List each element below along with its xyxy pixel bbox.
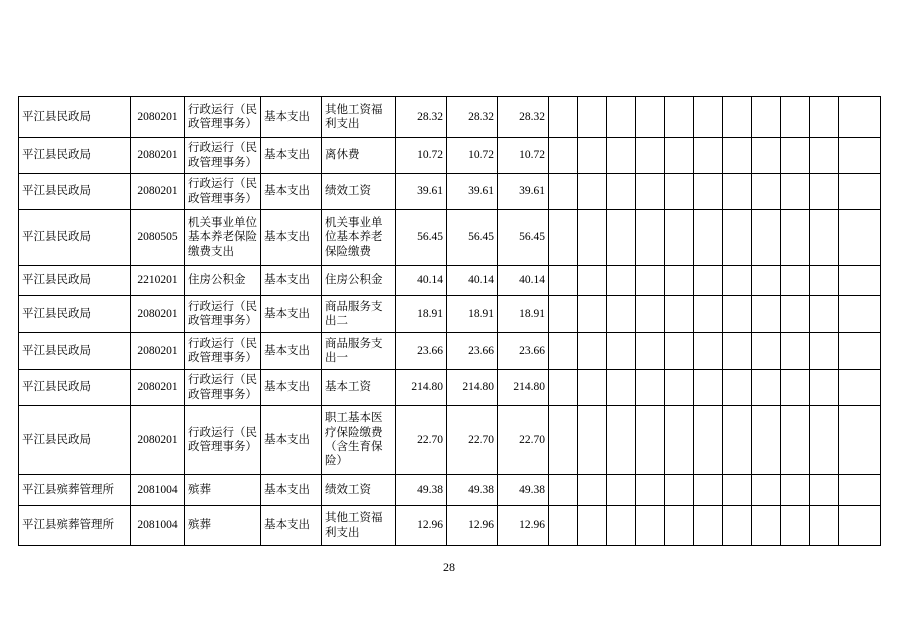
budget-table-body	[19, 97, 881, 546]
cell-empty	[665, 475, 694, 506]
table-row	[19, 333, 881, 370]
cell-amount-3: 10.72	[498, 138, 549, 174]
cell-amount-2: 23.66	[447, 333, 498, 370]
cell-amount-1: 28.32	[396, 97, 447, 138]
cell-empty	[578, 266, 607, 296]
cell-economic-item: 其他工资福利支出	[322, 506, 396, 546]
cell-empty	[839, 506, 881, 546]
cell-empty	[781, 475, 810, 506]
cell-empty	[636, 97, 665, 138]
table-row	[19, 406, 881, 475]
cell-empty	[752, 210, 781, 266]
cell-amount-1: 12.96	[396, 506, 447, 546]
cell-function: 行政运行（民政管理事务）	[185, 97, 261, 138]
cell-expenditure-type: 基本支出	[261, 406, 322, 475]
page-number: 28	[443, 560, 455, 574]
cell-amount-2: 214.80	[447, 370, 498, 406]
cell-unit: 平江县殡葬管理所	[19, 506, 131, 546]
cell-empty	[549, 138, 578, 174]
cell-function: 行政运行（民政管理事务）	[185, 138, 261, 174]
cell-empty	[636, 210, 665, 266]
cell-empty	[694, 266, 723, 296]
cell-empty	[810, 370, 839, 406]
cell-empty	[694, 333, 723, 370]
cell-empty	[781, 97, 810, 138]
cell-empty	[723, 138, 752, 174]
cell-amount-3: 22.70	[498, 406, 549, 475]
cell-empty	[549, 333, 578, 370]
budget-table	[18, 96, 881, 546]
cell-economic-item: 商品服务支出二	[322, 296, 396, 333]
cell-empty	[810, 506, 839, 546]
cell-unit: 平江县民政局	[19, 174, 131, 210]
cell-empty	[781, 138, 810, 174]
cell-expenditure-type: 基本支出	[261, 210, 322, 266]
cell-function: 行政运行（民政管理事务）	[185, 296, 261, 333]
cell-empty	[636, 370, 665, 406]
table-row	[19, 506, 881, 546]
table-row	[19, 210, 881, 266]
cell-empty	[694, 97, 723, 138]
cell-empty	[839, 333, 881, 370]
cell-amount-1: 49.38	[396, 475, 447, 506]
cell-empty	[549, 210, 578, 266]
cell-empty	[607, 475, 636, 506]
cell-empty	[665, 266, 694, 296]
cell-empty	[723, 296, 752, 333]
cell-empty	[839, 266, 881, 296]
cell-empty	[636, 333, 665, 370]
cell-code: 2080201	[131, 370, 185, 406]
cell-code: 2080201	[131, 333, 185, 370]
cell-empty	[665, 174, 694, 210]
cell-empty	[607, 97, 636, 138]
cell-empty	[578, 210, 607, 266]
cell-empty	[723, 266, 752, 296]
cell-empty	[607, 266, 636, 296]
cell-economic-item: 住房公积金	[322, 266, 396, 296]
cell-empty	[781, 370, 810, 406]
cell-empty	[781, 406, 810, 475]
cell-empty	[694, 210, 723, 266]
cell-code: 2080201	[131, 138, 185, 174]
cell-empty	[694, 174, 723, 210]
cell-expenditure-type: 基本支出	[261, 174, 322, 210]
cell-economic-item: 其他工资福利支出	[322, 97, 396, 138]
cell-empty	[810, 475, 839, 506]
cell-amount-1: 56.45	[396, 210, 447, 266]
cell-empty	[839, 97, 881, 138]
cell-empty	[810, 406, 839, 475]
cell-empty	[752, 174, 781, 210]
cell-empty	[810, 174, 839, 210]
cell-empty	[839, 370, 881, 406]
cell-economic-item: 职工基本医疗保险缴费（含生育保险）	[322, 406, 396, 475]
cell-amount-3: 28.32	[498, 97, 549, 138]
cell-empty	[607, 138, 636, 174]
cell-economic-item: 离休费	[322, 138, 396, 174]
cell-empty	[607, 406, 636, 475]
cell-expenditure-type: 基本支出	[261, 506, 322, 546]
cell-empty	[607, 333, 636, 370]
cell-code: 2080201	[131, 406, 185, 475]
cell-empty	[723, 174, 752, 210]
cell-empty	[810, 333, 839, 370]
cell-unit: 平江县民政局	[19, 210, 131, 266]
cell-empty	[665, 370, 694, 406]
cell-empty	[665, 210, 694, 266]
cell-empty	[578, 174, 607, 210]
table-row	[19, 266, 881, 296]
cell-function: 殡葬	[185, 475, 261, 506]
cell-empty	[578, 138, 607, 174]
cell-amount-3: 214.80	[498, 370, 549, 406]
cell-empty	[723, 333, 752, 370]
cell-empty	[665, 333, 694, 370]
cell-empty	[694, 406, 723, 475]
cell-empty	[839, 138, 881, 174]
cell-empty	[665, 296, 694, 333]
cell-empty	[578, 370, 607, 406]
cell-empty	[549, 296, 578, 333]
cell-expenditure-type: 基本支出	[261, 370, 322, 406]
cell-empty	[839, 296, 881, 333]
budget-table-container	[18, 96, 880, 546]
cell-economic-item: 基本工资	[322, 370, 396, 406]
cell-amount-3: 40.14	[498, 266, 549, 296]
cell-empty	[636, 475, 665, 506]
cell-empty	[607, 506, 636, 546]
cell-empty	[607, 370, 636, 406]
cell-empty	[549, 475, 578, 506]
cell-amount-2: 12.96	[447, 506, 498, 546]
cell-amount-2: 56.45	[447, 210, 498, 266]
cell-function: 行政运行（民政管理事务）	[185, 370, 261, 406]
cell-amount-3: 23.66	[498, 333, 549, 370]
cell-unit: 平江县民政局	[19, 138, 131, 174]
cell-empty	[549, 506, 578, 546]
cell-function: 行政运行（民政管理事务）	[185, 333, 261, 370]
cell-empty	[578, 97, 607, 138]
cell-empty	[549, 174, 578, 210]
cell-code: 2081004	[131, 506, 185, 546]
cell-amount-3: 39.61	[498, 174, 549, 210]
cell-expenditure-type: 基本支出	[261, 333, 322, 370]
cell-empty	[752, 296, 781, 333]
cell-empty	[781, 266, 810, 296]
cell-empty	[723, 475, 752, 506]
cell-empty	[781, 506, 810, 546]
cell-empty	[636, 506, 665, 546]
cell-amount-2: 39.61	[447, 174, 498, 210]
cell-amount-2: 22.70	[447, 406, 498, 475]
cell-empty	[723, 210, 752, 266]
cell-empty	[549, 406, 578, 475]
cell-amount-3: 18.91	[498, 296, 549, 333]
cell-empty	[781, 333, 810, 370]
cell-empty	[752, 370, 781, 406]
cell-economic-item: 机关事业单位基本养老保险缴费	[322, 210, 396, 266]
cell-empty	[549, 97, 578, 138]
cell-amount-1: 23.66	[396, 333, 447, 370]
cell-expenditure-type: 基本支出	[261, 266, 322, 296]
cell-function: 行政运行（民政管理事务）	[185, 174, 261, 210]
cell-unit: 平江县民政局	[19, 97, 131, 138]
cell-empty	[723, 406, 752, 475]
cell-empty	[549, 370, 578, 406]
cell-empty	[636, 138, 665, 174]
cell-unit: 平江县民政局	[19, 333, 131, 370]
cell-empty	[694, 370, 723, 406]
cell-economic-item: 绩效工资	[322, 475, 396, 506]
cell-empty	[752, 266, 781, 296]
cell-empty	[578, 333, 607, 370]
cell-code: 2080201	[131, 174, 185, 210]
cell-empty	[578, 475, 607, 506]
cell-empty	[636, 266, 665, 296]
cell-empty	[752, 333, 781, 370]
cell-empty	[723, 370, 752, 406]
cell-unit: 平江县民政局	[19, 266, 131, 296]
cell-amount-2: 49.38	[447, 475, 498, 506]
cell-amount-2: 18.91	[447, 296, 498, 333]
cell-code: 2080505	[131, 210, 185, 266]
cell-empty	[752, 138, 781, 174]
cell-empty	[694, 296, 723, 333]
cell-empty	[839, 475, 881, 506]
cell-empty	[578, 406, 607, 475]
cell-amount-1: 40.14	[396, 266, 447, 296]
cell-amount-2: 40.14	[447, 266, 498, 296]
cell-expenditure-type: 基本支出	[261, 138, 322, 174]
cell-unit: 平江县民政局	[19, 370, 131, 406]
cell-empty	[781, 296, 810, 333]
cell-function: 住房公积金	[185, 266, 261, 296]
cell-unit: 平江县民政局	[19, 406, 131, 475]
cell-empty	[752, 506, 781, 546]
cell-amount-1: 18.91	[396, 296, 447, 333]
cell-amount-1: 22.70	[396, 406, 447, 475]
cell-empty	[607, 296, 636, 333]
cell-empty	[839, 210, 881, 266]
cell-expenditure-type: 基本支出	[261, 296, 322, 333]
cell-empty	[694, 506, 723, 546]
cell-empty	[781, 210, 810, 266]
cell-amount-2: 10.72	[447, 138, 498, 174]
cell-code: 2081004	[131, 475, 185, 506]
cell-empty	[839, 406, 881, 475]
cell-empty	[752, 97, 781, 138]
cell-empty	[636, 174, 665, 210]
cell-empty	[665, 97, 694, 138]
table-row	[19, 370, 881, 406]
cell-empty	[578, 506, 607, 546]
cell-function: 殡葬	[185, 506, 261, 546]
cell-empty	[636, 296, 665, 333]
cell-amount-2: 28.32	[447, 97, 498, 138]
cell-empty	[781, 174, 810, 210]
cell-expenditure-type: 基本支出	[261, 97, 322, 138]
cell-code: 2210201	[131, 266, 185, 296]
table-row	[19, 174, 881, 210]
cell-amount-1: 214.80	[396, 370, 447, 406]
cell-amount-3: 12.96	[498, 506, 549, 546]
table-row	[19, 296, 881, 333]
cell-empty	[723, 506, 752, 546]
cell-empty	[549, 266, 578, 296]
table-row	[19, 475, 881, 506]
cell-code: 2080201	[131, 97, 185, 138]
cell-empty	[752, 406, 781, 475]
cell-empty	[636, 406, 665, 475]
cell-empty	[665, 506, 694, 546]
cell-function: 机关事业单位基本养老保险缴费支出	[185, 210, 261, 266]
cell-empty	[607, 174, 636, 210]
cell-empty	[810, 266, 839, 296]
cell-empty	[723, 97, 752, 138]
cell-amount-1: 39.61	[396, 174, 447, 210]
cell-empty	[694, 138, 723, 174]
cell-economic-item: 绩效工资	[322, 174, 396, 210]
cell-unit: 平江县民政局	[19, 296, 131, 333]
cell-empty	[810, 138, 839, 174]
cell-empty	[810, 210, 839, 266]
cell-empty	[839, 174, 881, 210]
cell-amount-3: 49.38	[498, 475, 549, 506]
cell-function: 行政运行（民政管理事务）	[185, 406, 261, 475]
table-row	[19, 138, 881, 174]
table-row	[19, 97, 881, 138]
cell-expenditure-type: 基本支出	[261, 475, 322, 506]
cell-empty	[810, 296, 839, 333]
cell-empty	[607, 210, 636, 266]
cell-empty	[578, 296, 607, 333]
cell-empty	[694, 475, 723, 506]
cell-amount-3: 56.45	[498, 210, 549, 266]
cell-empty	[665, 406, 694, 475]
cell-empty	[810, 97, 839, 138]
cell-unit: 平江县殡葬管理所	[19, 475, 131, 506]
cell-amount-1: 10.72	[396, 138, 447, 174]
cell-empty	[752, 475, 781, 506]
cell-empty	[665, 138, 694, 174]
cell-code: 2080201	[131, 296, 185, 333]
cell-economic-item: 商品服务支出一	[322, 333, 396, 370]
